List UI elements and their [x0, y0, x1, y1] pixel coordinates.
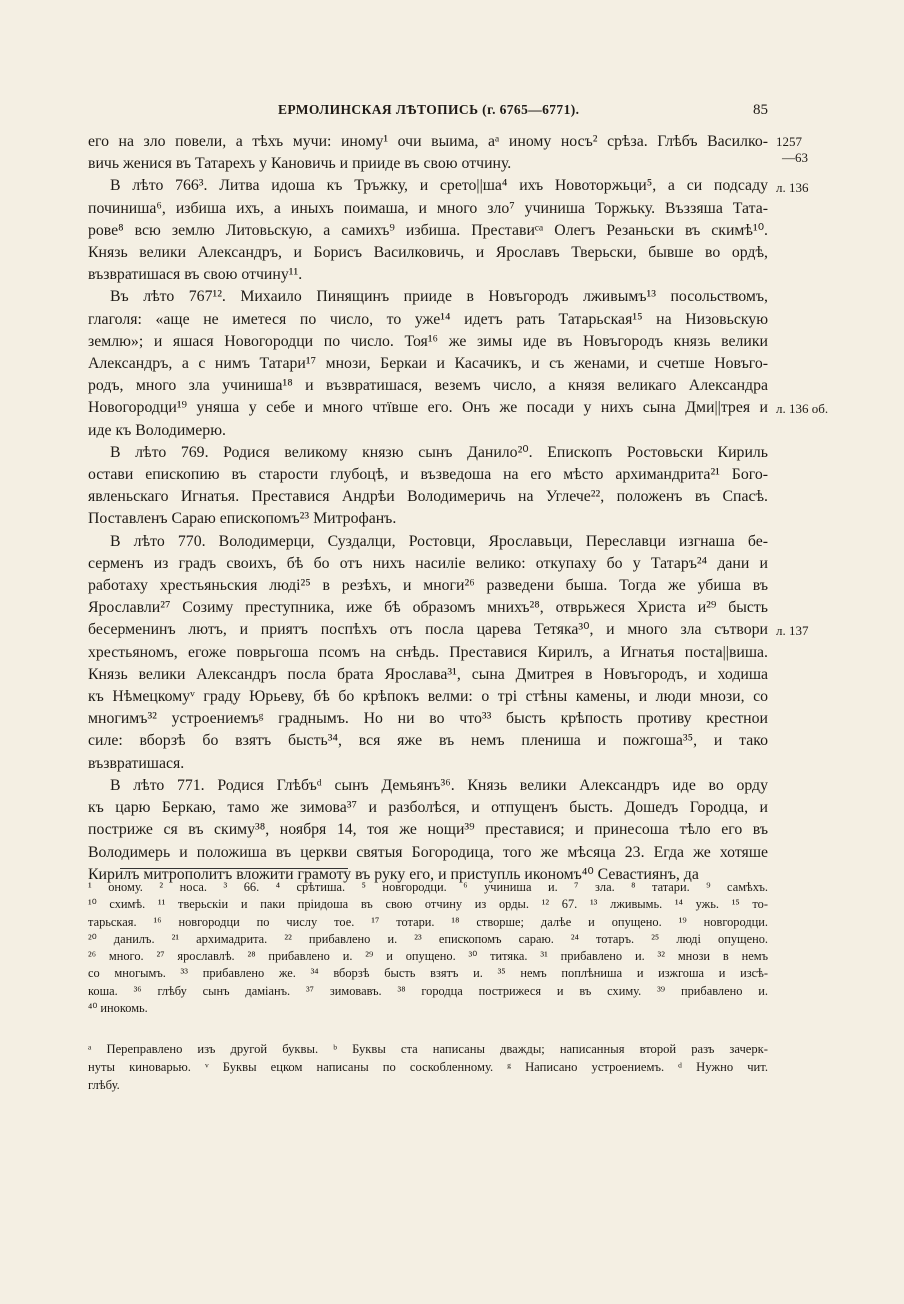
text-line: родъ, много зла учиниша¹⁸ и възвратишася, веземъ число, а князя великаго Александра [88, 377, 768, 395]
margin-leaf-136: л. 136 [776, 180, 809, 195]
text-line: землю»; и яшася Новогородци по число. Тоя¹⁶ же зимы иде въ Новъгородъ князь велики [88, 332, 768, 350]
text-line: серменъ из градъ своихъ, бѣ бо отъ нихъ насиліе велико: откупаху бо у Татаръ²⁴ дани и [88, 554, 768, 572]
text-line: къ царю Беркаю, тамо же зимова³⁷ и разболѣся, и отпущенъ бысть. Дошедъ Городца, и [88, 799, 768, 817]
variant-footnotes [88, 879, 768, 1017]
margin-years-start: 1257 [776, 134, 802, 149]
text-line: възвратишася въ свою отчину¹¹. [88, 266, 303, 284]
note-line: нуты киноварью. ᵛ Буквы ецком написаны по соскобленному. ᵍ Написано устроениемъ. ᵈ Нужно чит. [88, 1059, 768, 1074]
text-line: В лѣто 766³. Литва идоша къ Тръжку, и срето||ша⁴ ихъ Новоторжьци⁵, а си подсаду [110, 177, 768, 195]
text-line: къ Нѣмецкомуᵛ граду Юрьеву, бѣ бо крѣпокъ велми: о трі стѣны камены, и люди мнози, со [88, 688, 768, 706]
footnote-rule [120, 868, 348, 869]
text-line: Володимерь и положиша въ церкви святыя Богородица, того же мѣсяца 23. Егда же хотяше [88, 843, 768, 861]
margin-leaf-136-verso: л. 136 об. [776, 401, 829, 416]
main-text [88, 131, 768, 886]
page-number: 85 [753, 102, 768, 118]
text-line: Поставленъ Сараю епископомъ²³ Митрофанъ. [88, 510, 397, 528]
note-line: ᵃ Переправлено изъ другой буквы. ᵇ Буквы ста написаны дважды; написанныя второй разъ зачерк- [88, 1042, 768, 1056]
text-line: Новогородци¹⁹ уняша у себе и много чтївше его. Онъ же посади у нихъ сына Дми||трея и [88, 399, 768, 417]
text-line: вичь женися въ Татарехъ у Кановичь и прииде въ свою отчину. [88, 155, 512, 173]
text-line: иде къ Володимерю. [88, 421, 226, 439]
footnote-line: ¹ оному. ² носа. ³ 66. ⁴ срѣтиша. ⁵ новгородци. ⁶ учиниша и. ⁷ зла. ⁸ татари. ⁹ самѣхъ. [88, 880, 768, 894]
text-line: В лѣто 770. Володимерци, Суздалци, Ростовци, Ярославьци, Переславци изгнаша бе- [110, 532, 768, 550]
text-line: многимъ³² устроениемъᵍ граднымъ. Но ни во что³³ бысть крѣпость противу крестнои [88, 710, 768, 728]
text-line: рове⁸ всю землю Литовьскую, а самихъ⁹ избиша. Преставиᶜᵃ Олегъ Резаньски въ скимѣ¹⁰. [88, 221, 768, 239]
text-line: Александръ, а с нимъ Татари¹⁷ мнози, Беркаи и Касачикъ, и съ женами, и счетше Новъго- [88, 355, 768, 373]
text-line: остави епископию въ старости глубоцѣ, и възведоша на его мѣсто архимандрита²¹ Бого- [88, 466, 768, 484]
footnote-line: коша. ³⁶ глѣбу сынъ даміанъ. ³⁷ зимовавъ. ³⁸ городца пострижеся и въ схиму. ³⁹ прибавлено и. [88, 983, 768, 998]
editorial-notes [88, 1041, 768, 1094]
footnote-line: ⁴⁰ инокомь. [88, 1001, 148, 1016]
running-title: ЕРМОЛИНСКАЯ ЛѢТОПИСЬ (г. 6765—6771). [278, 102, 580, 117]
text-line: постриже ся въ скиму³⁸, ноября 14, тоя же нощи³⁹ преставися; и принесоша тѣло его въ [88, 821, 768, 839]
text-line: работаху хрестьяньския люді²⁵ в резѣхъ, и многи²⁶ разведени быша. Тогда же убиша въ [88, 577, 768, 595]
text-line: Ярославли²⁷ Созиму преступника, иже бѣ образомъ мнихъ²⁸, отврьжеся Христа и²⁹ бысть [88, 599, 768, 617]
text-line: В лѣто 771. Родися Глѣбъᵈ сынъ Демьянъ³⁶. Князь велики Александръ иде во орду [110, 776, 768, 794]
text-line: Князь велики Александръ посла брата Ярослава³¹, сына Дмитрея в Новъгородъ, и ходиша [88, 665, 768, 683]
footnote-line: ²⁶ много. ²⁷ ярославлѣ. ²⁸ прибавлено и. ²⁹ и опущено. ³⁰ титяка. ³¹ прибавлено и. ³² мнози в немъ [88, 949, 768, 964]
note-line: глѣбу. [88, 1077, 120, 1092]
text-line: възвратишася. [88, 754, 185, 772]
footnote-line: ²⁰ данилъ. ²¹ архимадрита. ²² прибавлено и. ²³ епископомъ сараю. ²⁴ тотаръ. ²⁵ люді опущено. [88, 931, 768, 946]
text-line: явленьскаго Игнатья. Преставися Андрѣи Володимеричь на Углече²², положенъ въ Спасѣ. [88, 488, 768, 506]
footnote-line: со многымъ. ³³ прибавлено же. ³⁴ вборзѣ бысть взятъ и. ³⁵ немъ поплѣниша и изжгоша и изсѣ- [88, 966, 768, 981]
text-line: его на зло повели, а тѣхъ мучи: иному¹ очи выима, аᵃ иному носъ² срѣза. Глѣбъ Василко- [88, 133, 768, 150]
text-line: силе: вборзѣ бо взятъ бысть³⁴, вся яже въ немъ плениша и пожгоша³⁵, и тако [88, 732, 768, 750]
footnote-line: ¹⁰ схимѣ. ¹¹ тверьскіи и паки прiидоша въ свою отчину из орды. ¹² 67. ¹³ лживымь. ¹⁴ ужь. ¹⁵ то- [88, 897, 768, 912]
text-line: Кирилъ митрополитъ вложити грамоту въ руку его, и приступль икономъ⁴⁰ Севастиянъ, да [88, 865, 699, 883]
margin-years-end: —63 [782, 150, 808, 165]
text-line: Въ лѣто 767¹². Михаило Пинящинъ прииде в Новъгородъ лживымъ¹³ посольствомъ, [110, 288, 768, 306]
text-line: глаголя: «аще не иметеся по число, то уже¹⁴ идетъ рать Татарьская¹⁵ на Низовьскую [88, 310, 768, 328]
text-line: Князь велики Александръ, и Борисъ Василковичь, и Ярославъ Тверьски, бывше во ордѣ, [88, 244, 768, 262]
margin-leaf-137: л. 137 [776, 623, 809, 638]
footnote-line: тарьская. ¹⁶ новгородци по числу тое. ¹⁷ тотари. ¹⁸ створше; далѣе и опущено. ¹⁹ новгородци. [88, 914, 768, 929]
text-line: бесерменинъ лютъ, и приятъ поспѣхъ отъ посла царева Тетяка³⁰, и много зла сътвори [88, 621, 768, 639]
text-line: В лѣто 769. Родися великому князю сынъ Данило²⁰. Епископъ Ростовьски Кириль [110, 443, 768, 461]
text-line: хрестьяномъ, егоже поврьгоша псомъ на снѣдь. Преставися Кирилъ, а Игнатья поста||виша. [88, 643, 768, 661]
text-line: починиша⁶, избиша ихъ, а иныхъ поимаша, и много зло⁷ учиниша Торжьку. Въззяша Тата- [88, 199, 768, 217]
